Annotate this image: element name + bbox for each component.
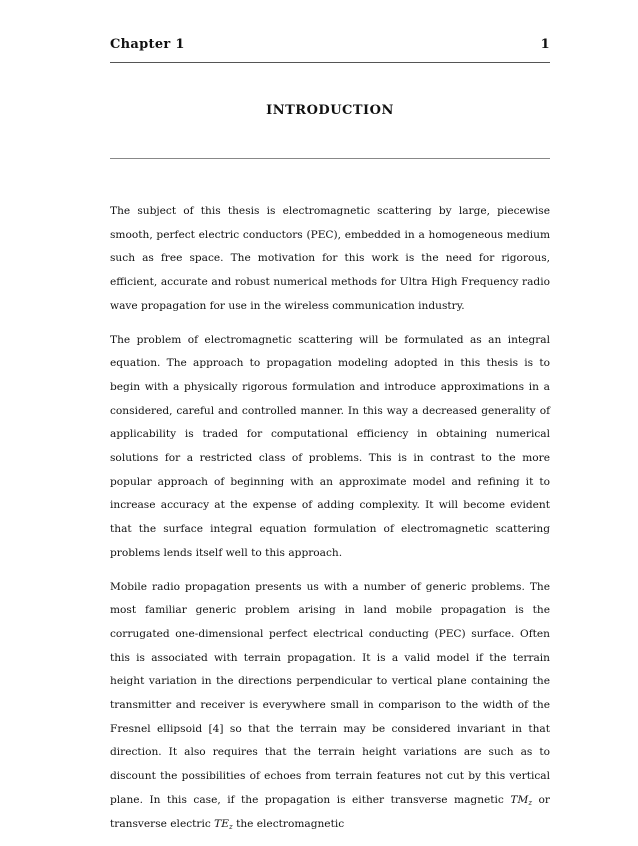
paragraph-1: The subject of this thesis is electromagnetic scattering by large, piecewise smooth, perfect electric conductors (PEC), embedded in a homogeneous medium such as free space. The motivation for this work is the need for rigorous, efficient, accurate and robust numerical methods for Ultra High Frequency radio wave propagation for use in the wireless communication industry. [110,205,550,312]
paragraph-3-or: or transverse electric [110,793,550,830]
paragraph-2: The problem of electromagnetic scattering will be formulated as an integral equation. The approach to propagation modeling adopted in this thesis is to begin with a physically rigorous formulation and introduce approximations in a considered, careful and controlled manner. In this way a decreased generality of applicability is traded for computational efficiency in obtaining numerical solutions for a restricted class of problems. This is in contrast to the more popular approach of beginning with an approximate model and refining it to increase accuracy at the expense of adding complexity. It will become evident that the surface integral equation formulation of electromagnetic scattering problems lends itself well to this approach. [110,333,550,559]
chapter-title: INTRODUCTION [266,103,394,118]
te-symbol: $TE_z$ [214,817,233,831]
paragraph-3-tail: the electromagnetic [236,817,345,830]
thesis-page [110,0,550,831]
title-rule [110,158,550,159]
paragraph-3-text: Mobile radio propagation presents us with a number of generic problems. The most familiar generic problem arising in land mobile propagation is the corrugated one-dimensional perfect electrical conducting (PEC) surface. Often this is associated with terrain propagation. It is a valid model if the terrain height variation in the directions perpendicular to vertical plane containing the transmitter and receiver is everywhere small in comparison to the width of the Fresnel ellipsoid [4] so that the terrain may be considered invariant in that direction. It also requires that the terrain height variations are such as to discount the possibilities of echoes from terrain features not cut by this vertical plane. In this case, if the propagation is either transverse magnetic [110,580,550,806]
running-header [110,37,550,57]
body-text [110,200,550,846]
header-rule [110,62,550,63]
chapter-label: Chapter 1 [110,37,185,52]
page-number: 1 [540,37,550,52]
paragraph-3 [110,576,550,837]
tm-symbol: $TM_z$ [510,793,533,807]
